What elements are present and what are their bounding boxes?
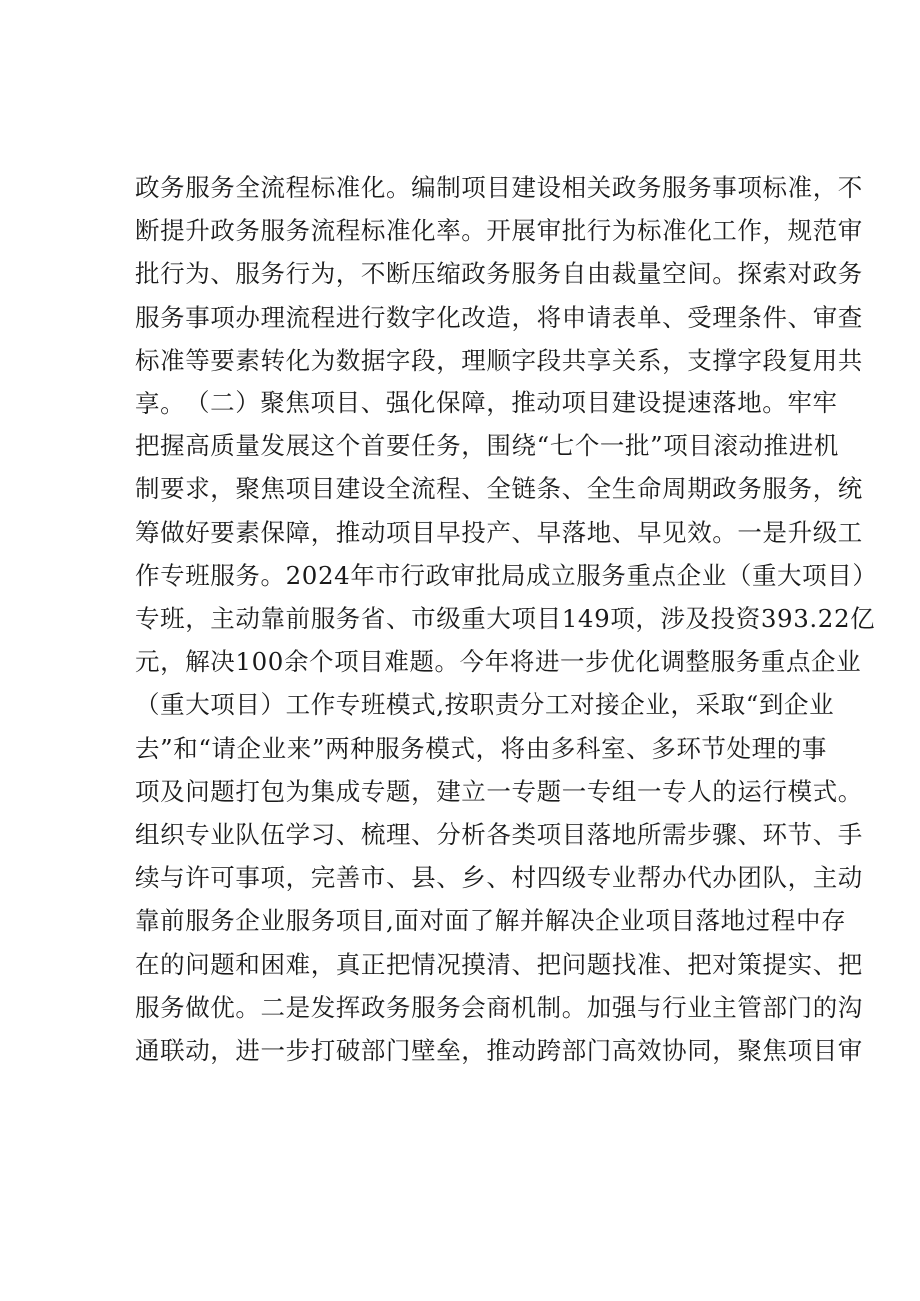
- paragraph-project-support: [135, 381, 878, 1072]
- text-line: （重大项目）工作专班模式,按职责分工对接企业，采取“到企业: [135, 690, 835, 720]
- text-line: 制要求，聚焦项目建设全流程、全链条、全生命周期政务服务，统: [135, 474, 863, 504]
- text-line: 服务事项办理流程进行数字化改造，将申请表单、受理条件、审查: [135, 302, 863, 332]
- text-line: 靠前服务企业服务项目,面对面了解并解决企业项目落地过程中存: [135, 906, 847, 936]
- text-line: 组织专业队伍学习、梳理、分析各类项目落地所需步骤、环节、手: [135, 820, 863, 850]
- text-line: 项及问题打包为集成专题，建立一专题一专组一专人的运行模式。: [135, 776, 863, 806]
- text-line: 享。: [135, 389, 186, 419]
- text-line: 政务服务全流程标准化。编制项目建设相关政务服务事项标准，不: [135, 173, 863, 202]
- text-line: 通联动，进一步打破部门壁垒，推动跨部门高效协同，聚焦项目审: [135, 1036, 863, 1066]
- text-line: 标准等要素转化为数据字段，理顺字段共享关系，支撑字段复用共: [135, 345, 863, 375]
- text-line: 续与许可事项，完善市、县、乡、村四级专业帮办代办团队，主动: [135, 863, 863, 893]
- text-line: 把握高质量发展这个首要任务，围绕“七个一批”项目滚动推进机: [135, 431, 839, 461]
- text-line: 专班，主动靠前服务省、市级重大项目149项，涉及投资393.22亿: [135, 604, 876, 634]
- text-line: 批行为、服务行为，不断压缩政务服务自由裁量空间。探索对政务: [135, 259, 863, 289]
- text-line: 服务做优。二是发挥政务服务会商机制。加强与行业主管部门的沟: [135, 992, 863, 1022]
- text-line: 断提升政务服务流程标准化率。开展审批行为标准化工作，规范审: [135, 216, 863, 246]
- text-line: 元，解决100余个项目难题。今年将进一步优化调整服务重点企业: [135, 647, 862, 677]
- text-line: 筹做好要素保障，推动项目早投产、早落地、早见效。一是升级工: [135, 517, 863, 547]
- text-line: 作专班服务。2024年市行政审批局成立服务重点企业（重大项目）: [135, 560, 878, 590]
- text-line: 去”和“请企业来”两种服务模式，将由多科室、多环节处理的事: [135, 733, 827, 763]
- text-line: 在的问题和困难，真正把情况摸清、把问题找准、把对策提实、把: [135, 949, 863, 979]
- section-heading-line: （二）聚焦项目、强化保障，推动项目建设提速落地。牢牢: [185, 388, 838, 417]
